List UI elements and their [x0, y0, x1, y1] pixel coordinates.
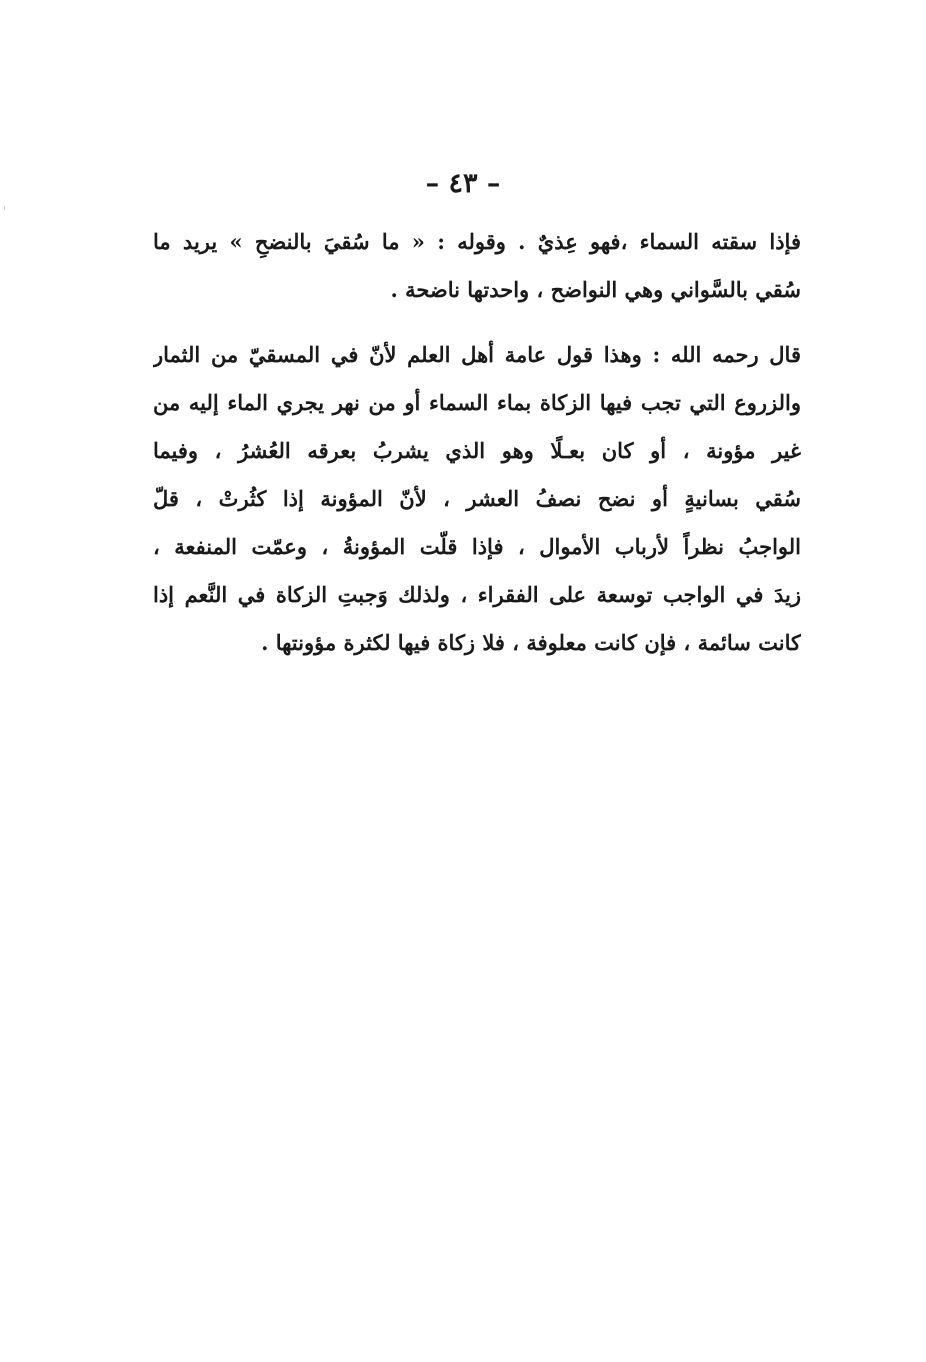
text-line: الواجبُ نظراً لأرباب الأموال ، فإذا قلّت المؤونةُ ، وعمّت المنفعة ،: [153, 534, 801, 559]
text-line: غير مؤونة ، أو كان بعـلًا وهو الذي يشربُ بعرقه العُشرُ ، وفيما: [153, 438, 801, 463]
scan-margin-mark: [4, 206, 5, 210]
text-line: كانت سائمة ، فإن كانت معلوفة ، فلا زكاة فيها لكثرة مؤونتها .: [261, 630, 801, 655]
page-number: – ٤٣ –: [425, 168, 501, 199]
text-line: فإذا سقته السماء ،فهو عِذيٌ . وقوله : « ما سُقيَ بالنضحِ » يريد ما: [153, 229, 801, 254]
text-line: قال رحمه الله : وهذا قول عامة أهل العلم لأنّ في المسقيّ من الثمار: [153, 342, 801, 367]
paragraph-2: [153, 331, 801, 667]
text-line: سُقي بسانيةٍ أو نضح نصفُ العشر ، لأنّ المؤونة إذا كثُرتْ ، قلّ: [153, 486, 801, 511]
text-line: زيدَ في الواجب توسعة على الفقراء ، ولذلك وَجبتِ الزكاة في النَّعم إذا: [153, 582, 801, 607]
text-line: سُقي بالسَّواني وهي النواضح ، واحدتها ناضحة .: [390, 277, 801, 302]
text-line: والزروع التي تجب فيها الزكاة بماء السماء أو من نهر يجري الماء إليه من: [153, 390, 801, 415]
paragraph-1: [153, 218, 801, 314]
